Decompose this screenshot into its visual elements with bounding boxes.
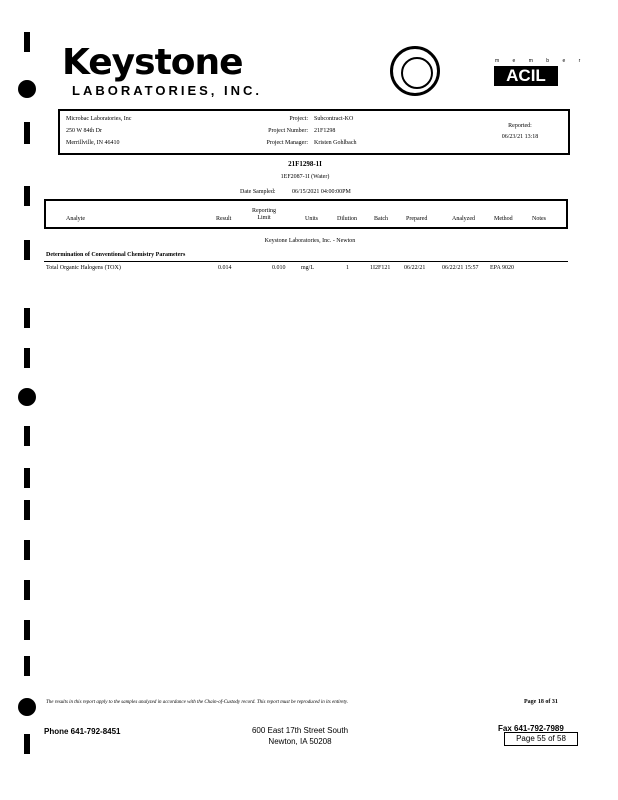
binding-hole [18, 80, 36, 98]
footer-city: Newton, IA 50208 [268, 737, 332, 746]
project-manager-label: Project Manager: [266, 140, 308, 146]
footer-page-total: Page 55 of 58 [504, 732, 578, 746]
cell-units: mg/L [301, 265, 314, 271]
cell-result: 0.014 [218, 265, 232, 271]
col-header-analyte: Analyte [66, 216, 85, 222]
certification-seal-icon [390, 46, 440, 96]
project-manager-value: Kristen Gohlbach [314, 140, 357, 146]
cell-method: EPA 9020 [490, 265, 514, 271]
binding-mark [24, 308, 30, 328]
project-value: Subcontract-KO [314, 116, 354, 122]
reported-label: Reported: [508, 123, 532, 129]
col-header-units: Units [305, 216, 319, 222]
cell-analyzed: 06/22/21 15:57 [442, 265, 479, 271]
sample-id: 21F1298-1I [288, 160, 322, 168]
cell-prepared: 06/22/21 [404, 265, 426, 271]
binding-mark [24, 240, 30, 260]
footer-fax: Fax 641-792-7989 [498, 724, 564, 733]
company-logo: Keystone [62, 42, 243, 83]
binding-mark [24, 348, 30, 368]
sample-description: 1EF2087-1I (Water) [280, 174, 330, 180]
cell-reporting-limit: 0.010 [272, 265, 286, 271]
company-logo-subtitle: LABORATORIES, INC. [72, 83, 263, 98]
binding-hole [18, 698, 36, 716]
footer-phone: Phone 641-792-8451 [44, 727, 121, 736]
client-name: Microbac Laboratories, Inc [66, 116, 132, 122]
acil-logo: ACIL [494, 66, 558, 86]
client-address-line1: 250 W 84th Dr [66, 128, 102, 134]
date-sampled-label: Date Sampled: [240, 189, 276, 195]
col-header-analyzed: Analyzed [452, 216, 475, 222]
col-header-notes: Notes [532, 216, 546, 222]
col-header-method: Method [494, 216, 513, 222]
binding-mark [24, 656, 30, 676]
col-header-batch: Batch [374, 216, 388, 222]
binding-mark [24, 186, 30, 206]
col-header-prepared: Prepared [406, 216, 428, 222]
client-address-line2: Merrillville, IN 46410 [66, 140, 120, 146]
binding-hole [18, 388, 36, 406]
binding-mark [24, 620, 30, 640]
member-label: m e m b e r [495, 58, 587, 64]
footer-street: 600 East 17th Street South [251, 726, 349, 735]
binding-mark [24, 580, 30, 600]
section-divider [44, 261, 568, 262]
reported-value: 06/23/21 13:18 [501, 134, 539, 140]
project-label: Project: [289, 116, 308, 122]
col-header-result: Result [216, 216, 232, 222]
binding-mark [24, 734, 30, 754]
col-header-dilution: Dilution [337, 216, 358, 222]
cell-analyte: Total Organic Halogens (TOX) [46, 265, 121, 271]
project-number-label: Project Number: [268, 128, 308, 134]
results-table-header [44, 199, 568, 229]
footer-disclaimer: The results in this report apply to the samples analyzed in accordance with the Chain-of-Custody record. This report must be reproduced in its entirety. [46, 700, 349, 705]
project-number-value: 21F1298 [314, 128, 336, 134]
binding-mark [24, 540, 30, 560]
binding-mark [24, 500, 30, 520]
binding-mark [24, 426, 30, 446]
lab-name: Keystone Laboratories, Inc. - Newton [264, 238, 356, 244]
binding-mark [24, 122, 30, 144]
footer-page-number: Page 18 of 31 [524, 699, 558, 705]
section-title: Determination of Conventional Chemistry Parameters [46, 252, 186, 258]
col-header-reporting-limit: Reporting Limit [252, 208, 276, 221]
cell-batch: 1I2F121 [370, 265, 391, 271]
cell-dilution: 1 [346, 265, 349, 271]
binding-mark [24, 32, 30, 52]
date-sampled-value: 06/15/2021 04:00:00PM [292, 189, 351, 195]
binding-mark [24, 468, 30, 488]
